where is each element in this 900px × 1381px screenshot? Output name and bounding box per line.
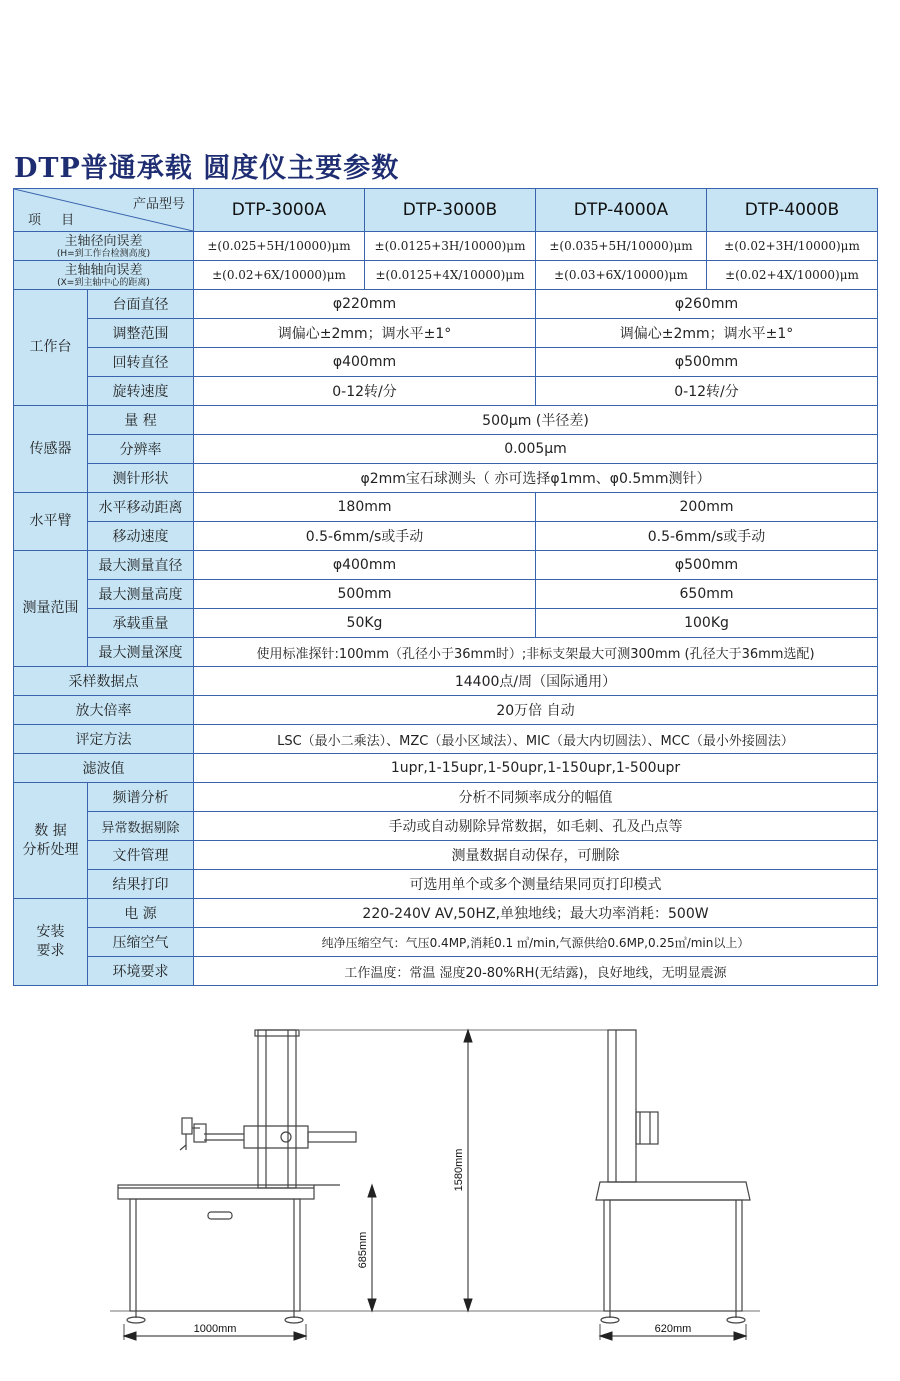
value-merged: 分析不同频率成分的幅值	[194, 783, 878, 812]
row-label: 调整范围	[88, 319, 194, 348]
value-merged: LSC（最小二乘法）、MZC（最小区域法）、MIC（最大内切圆法）、MCC（最小外接圆法）	[194, 725, 878, 754]
model-header: DTP-4000A	[536, 189, 707, 232]
width-side-label: 620mm	[654, 1323, 692, 1335]
page-title: DTP普通承载 圆度仪主要参数	[14, 153, 400, 184]
model-header: DTP-3000A	[194, 189, 365, 232]
value-merged: 可选用单个或多个测量结果同页打印模式	[194, 870, 878, 899]
axial-error-value: ±(0.02+6X/10000)μm	[194, 261, 365, 290]
row-label: 异常数据剔除	[88, 812, 194, 841]
group-range: 测量范围	[14, 551, 88, 667]
radial-error-value: ±(0.025+5H/10000)μm	[194, 232, 365, 261]
value-a: φ400mm	[194, 348, 536, 377]
row-label: 分辨率	[88, 435, 194, 464]
row-label: 承载重量	[88, 609, 194, 638]
row-label: 旋转速度	[88, 377, 194, 406]
machine-dimension-drawing	[110, 1020, 760, 1350]
value-merged: 220-240V AV,50HZ,单独地线；最大功率消耗：500W	[194, 899, 878, 928]
row-label: 台面直径	[88, 290, 194, 319]
value-merged: 14400点/周（国际通用）	[194, 667, 878, 696]
row-label: 最大测量深度	[88, 638, 194, 667]
row-label: 评定方法	[14, 725, 194, 754]
value-merged: 500μm (半径差)	[194, 406, 878, 435]
value-a: 500mm	[194, 580, 536, 609]
row-label: 最大测量高度	[88, 580, 194, 609]
value-merged: 0.005μm	[194, 435, 878, 464]
axial-error-label: 主轴轴向误差 (X=到主轴中心的距离)	[14, 261, 194, 290]
height-total-label: 1580mm	[453, 1148, 465, 1192]
row-label: 水平移动距离	[88, 493, 194, 522]
row-label: 采样数据点	[14, 667, 194, 696]
height-table-label: 685mm	[357, 1231, 369, 1269]
value-a: 180mm	[194, 493, 536, 522]
group-sensor: 传感器	[14, 406, 88, 493]
row-label: 测针形状	[88, 464, 194, 493]
spec-table	[13, 188, 878, 986]
value-b: 0-12转/分	[536, 377, 878, 406]
value-merged: 1upr,1-15upr,1-50upr,1-150upr,1-500upr	[194, 754, 878, 783]
row-label: 移动速度	[88, 522, 194, 551]
value-a: 50Kg	[194, 609, 536, 638]
value-b: 650mm	[536, 580, 878, 609]
value-merged: 手动或自动剔除异常数据，如毛刺、孔及凸点等	[194, 812, 878, 841]
model-header: DTP-4000B	[707, 189, 878, 232]
value-b: 调偏心±2mm；调水平±1°	[536, 319, 878, 348]
value-b: 100Kg	[536, 609, 878, 638]
group-arm: 水平臂	[14, 493, 88, 551]
row-label: 压缩空气	[88, 928, 194, 957]
row-label: 滤波值	[14, 754, 194, 783]
row-label: 文件管理	[88, 841, 194, 870]
value-merged: 20万倍 自动	[194, 696, 878, 725]
value-b: φ500mm	[536, 551, 878, 580]
group-install: 安装 要求	[14, 899, 88, 986]
header-corner-cell	[14, 189, 194, 232]
model-header: DTP-3000B	[365, 189, 536, 232]
value-b: φ260mm	[536, 290, 878, 319]
value-b: φ500mm	[536, 348, 878, 377]
value-merged: 纯净压缩空气：气压0.4MP,消耗0.1 ㎥/min,气源供给0.6MP,0.25㎥/min以上）	[194, 928, 878, 957]
header-item-label: 项 目	[28, 213, 83, 228]
radial-error-value: ±(0.035+5H/10000)μm	[536, 232, 707, 261]
value-a: φ400mm	[194, 551, 536, 580]
group-worktable: 工作台	[14, 290, 88, 406]
value-merged: φ2mm宝石球测头（ 亦可选择φ1mm、φ0.5mm测针）	[194, 464, 878, 493]
row-label: 量 程	[88, 406, 194, 435]
value-a: 0.5-6mm/s或手动	[194, 522, 536, 551]
value-a: 调偏心±2mm；调水平±1°	[194, 319, 536, 348]
row-label: 最大测量直径	[88, 551, 194, 580]
row-label: 回转直径	[88, 348, 194, 377]
value-b: 0.5-6mm/s或手动	[536, 522, 878, 551]
value-merged: 测量数据自动保存，可删除	[194, 841, 878, 870]
axial-error-value: ±(0.03+6X/10000)μm	[536, 261, 707, 290]
axial-error-value: ±(0.02+4X/10000)μm	[707, 261, 878, 290]
value-merged: 工作温度：常温 湿度20-80%RH(无结露)，良好地线，无明显震源	[194, 957, 878, 986]
value-merged: 使用标准探针:100mm（孔径小于36mm时）;非标支架最大可测300mm (孔径大于36mm选配)	[194, 638, 878, 667]
value-a: φ220mm	[194, 290, 536, 319]
group-analysis: 数 据 分析处理	[14, 783, 88, 899]
row-label: 电 源	[88, 899, 194, 928]
header-model-label: 产品型号	[132, 197, 185, 212]
row-label: 环境要求	[88, 957, 194, 986]
row-label: 频谱分析	[88, 783, 194, 812]
width-front-label: 1000mm	[193, 1323, 237, 1335]
radial-error-label: 主轴径向误差 (H=到工作台检测高度)	[14, 232, 194, 261]
value-a: 0-12转/分	[194, 377, 536, 406]
row-label: 放大倍率	[14, 696, 194, 725]
axial-error-value: ±(0.0125+4X/10000)μm	[365, 261, 536, 290]
radial-error-value: ±(0.02+3H/10000)μm	[707, 232, 878, 261]
value-b: 200mm	[536, 493, 878, 522]
row-label: 结果打印	[88, 870, 194, 899]
radial-error-value: ±(0.0125+3H/10000)μm	[365, 232, 536, 261]
